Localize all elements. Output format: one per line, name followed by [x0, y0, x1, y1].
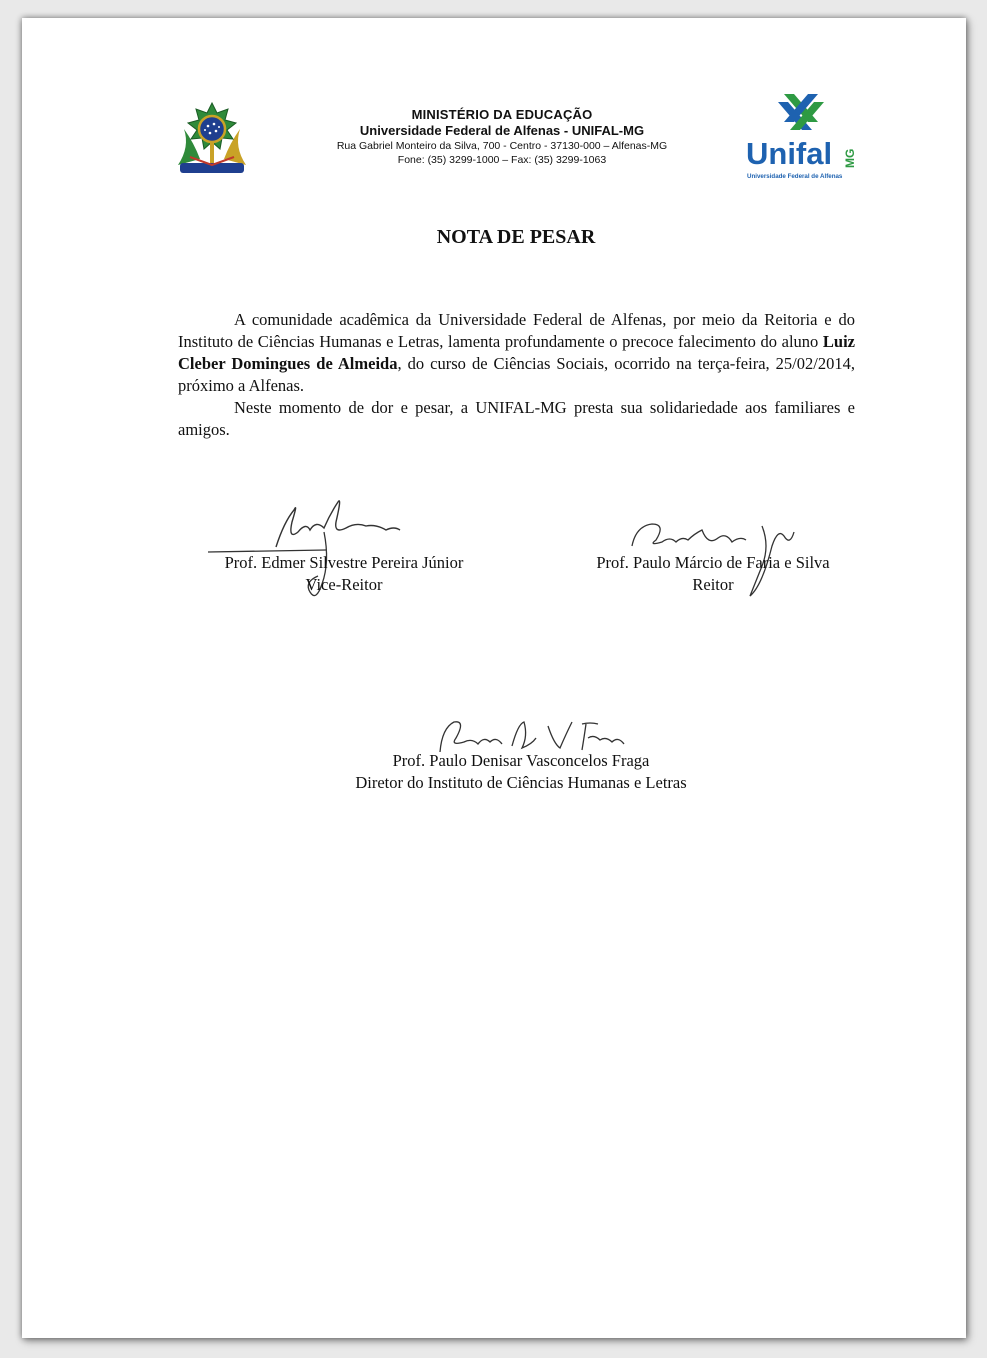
signer-name: Prof. Edmer Silvestre Pereira Júnior — [224, 553, 464, 572]
ministry-name: MINISTÉRIO DA EDUCAÇÃO — [411, 107, 593, 122]
logo-brand: Unifal — [746, 136, 833, 171]
paragraph-1 — [178, 309, 855, 397]
brazil-coat-of-arms-icon — [170, 99, 254, 183]
signature-block-director — [312, 750, 730, 794]
unifal-logo — [744, 92, 860, 184]
signature-block-rector — [567, 552, 859, 596]
university-name: Universidade Federal de Alfenas - UNIFAL-MG — [359, 123, 645, 138]
paragraph-1-text-a: A comunidade acadêmica da Universidade Federal de Alfenas, por meio da Reitoria e do Instituto de Ciências Humanas e Letras, lamenta profundamente o precoce falecimento do aluno — [178, 310, 855, 351]
logo-tagline: Universidade Federal de Alfenas — [747, 173, 843, 180]
document-body — [178, 309, 855, 441]
university-address: Rua Gabriel Monteiro da Silva, 700 - Centro - 37130-000 – Alfenas-MG — [336, 140, 668, 152]
signer-role: Diretor do Instituto de Ciências Humanas e Letras — [355, 773, 687, 792]
student-name: Luiz Cleber Domingues de Almeida — [178, 332, 855, 373]
signer-name: Prof. Paulo Denisar Vasconcelos Fraga — [392, 751, 650, 770]
paragraph-2: Neste momento de dor e pesar, a UNIFAL-MG presta sua solidariedade aos familiares e amigos. — [178, 398, 855, 439]
signature-block-vice-rector — [194, 552, 494, 596]
logo-suffix: MG — [843, 148, 857, 168]
signer-role: Vice-Reitor — [305, 575, 383, 594]
signer-name: Prof. Paulo Márcio de Faria e Silva — [596, 553, 830, 572]
document-page — [22, 18, 966, 1338]
university-phone: Fone: (35) 3299-1000 – Fax: (35) 3299-1063 — [397, 154, 607, 166]
document-title: NOTA DE PESAR — [436, 226, 596, 248]
letterhead — [292, 106, 712, 167]
signer-role: Reitor — [692, 575, 734, 594]
paragraph-1-text-b: , do curso de Ciências Sociais, ocorrido na terça-feira, 25/02/2014, próximo a Alfenas. — [178, 354, 855, 395]
unifal-logo-mark — [778, 94, 824, 130]
